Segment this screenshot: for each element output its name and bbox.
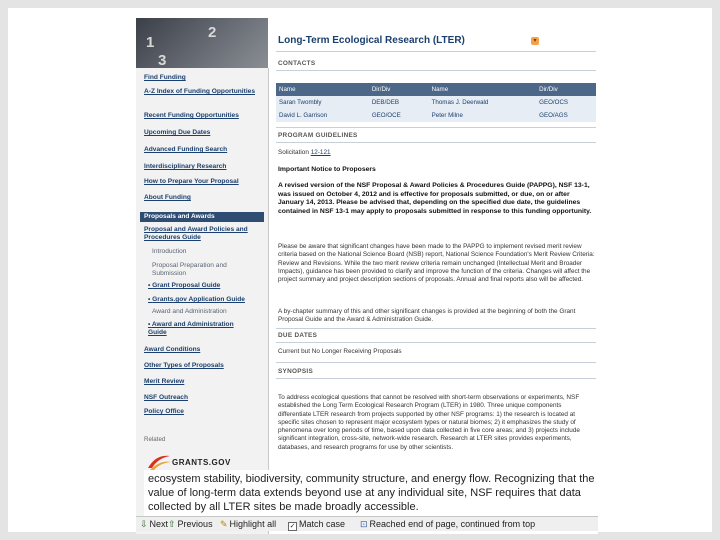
divider — [276, 142, 596, 143]
left-sidebar — [136, 68, 269, 534]
related-label: Related — [144, 436, 166, 443]
sidebar-item-pappg[interactable]: Proposal and Award Policies and Procedures Guide — [144, 226, 248, 241]
zoomed-caption-text: ecosystem stability, biodiversity, community structure, and energy flow. Recognizing that the value of long-term data extends beyond use at any individual site, NSF requires that data collected by all LTER sites be made broadly accessible. — [144, 470, 600, 520]
page-title: Long-Term Ecological Research (LTER) — [278, 35, 465, 46]
divider — [276, 328, 596, 329]
sidebar-item-find-funding[interactable]: Find Funding — [144, 74, 186, 81]
bullet-icon: • — [148, 321, 152, 328]
contacts-heading: CONTACTS — [278, 60, 316, 67]
synopsis-text: To address ecological questions that cannot be resolved with short-term observations or experiments, NSF established the Long Term Ecological Research Program (LTER) in 1980. Three unique components differentiate LTER research from projects supported by other NSF programs: 1) the research is located at specific sites chosen to represent major ecosystem types or natural biomes; 2) it emphasizes the study of phenomena over long periods of time, based upon data collected in five core areas; and 3) projects include significant integration, cross-site, network-wide research. Research at LTER sites provides experiments, databases, and research programs for use by other scientists. — [278, 394, 580, 451]
notice-bold-text: A revised version of the NSF Proposal & Award Policies & Procedures Guide (PAPPG), NSF 13-1, was issued on October 4, 2012 and is effective for proposals submitted, or due, on or after January 14, 2013. Please be advised that, depending on the specified due date, the guidelines contained in NSF 13-1 may apply to proposals submitted in response to this funding opportunity. — [278, 182, 592, 215]
sidebar-item-label: Grants.gov Application Guide — [152, 296, 245, 303]
banner-number: 2 — [208, 24, 217, 41]
sidebar-item-other-proposals[interactable]: Other Types of Proposals — [144, 362, 224, 369]
nsf-banner — [136, 18, 268, 68]
browser-screenshot — [136, 18, 598, 534]
contact-division[interactable]: GEO/AGS — [536, 109, 596, 122]
sidebar-item-interdisciplinary[interactable]: Interdisciplinary Research — [144, 163, 227, 170]
arrow-down-icon: ⇩ — [140, 519, 148, 529]
divider — [276, 127, 596, 128]
sidebar-item-merit-review[interactable]: Merit Review — [144, 378, 185, 385]
notice-paragraph: Please be aware that significant changes have been made to the PAPPG to implement revised merit review criteria based on the National Science Board (NSB) report, National Science Foundation's Merit Review Criteria: Review and Revisions. While the two merit review criteria remain unchanged (Intellectual Merit and Broader Impacts), guidance has been provided to clarify and improve the function of the criteria. Changes will affect the project summary and project description sections of proposals. Annual and final reports also will be affected. — [278, 243, 595, 284]
main-content — [274, 18, 598, 534]
summary-paragraph: A by-chapter summary of this and other significant changes is provided at the beginning of both the Grant Proposal Guide and the Award & Administration Guide. — [278, 308, 576, 324]
divider — [276, 70, 596, 71]
arrow-up-icon: ⇧ — [168, 519, 176, 529]
divider — [276, 342, 596, 343]
sidebar-item-award-admin[interactable]: Award and Administration — [152, 308, 227, 315]
contact-division[interactable]: GEO/OCS — [536, 96, 596, 109]
highlight-all-button[interactable] — [220, 517, 276, 531]
pdf-icon[interactable]: ▾ — [531, 37, 539, 45]
table-row — [276, 96, 596, 109]
find-bar — [136, 516, 598, 531]
grants-swoosh-icon — [146, 452, 172, 472]
table-row — [276, 109, 596, 122]
sidebar-item-label: Award and Administration Guide — [148, 321, 234, 336]
sidebar-item-proposal-prep[interactable]: Proposal Preparation and Submission — [152, 262, 227, 277]
wrap-info-icon: ⊡ — [360, 519, 368, 529]
table-header-row — [276, 83, 596, 96]
guidelines-heading: PROGRAM GUIDELINES — [278, 132, 358, 139]
solicitation-line — [278, 149, 596, 157]
banner-number: 1 — [146, 34, 155, 51]
contact-name[interactable]: Saran Twombly — [276, 96, 369, 109]
contact-division[interactable]: DEB/DEB — [369, 96, 429, 109]
due-dates-heading: DUE DATES — [278, 332, 318, 339]
sidebar-item-nsf-outreach[interactable]: NSF Outreach — [144, 394, 188, 401]
column-header: Name — [276, 83, 369, 96]
sidebar-item-gpg[interactable] — [148, 282, 268, 290]
grants-gov-logo[interactable] — [146, 452, 264, 472]
find-previous-label: Previous — [177, 519, 213, 529]
highlight-icon: ✎ — [220, 519, 228, 529]
find-status-text: Reached end of page, continued from top — [369, 519, 536, 529]
find-previous-button[interactable] — [168, 517, 213, 531]
divider — [276, 378, 596, 379]
find-status — [360, 517, 535, 531]
notice-heading: Important Notice to Proposers — [278, 166, 376, 173]
contacts-table — [276, 83, 596, 122]
sidebar-item-label: Grant Proposal Guide — [152, 282, 221, 289]
find-next-label: Next — [149, 519, 169, 529]
sidebar-item-prepare-proposal[interactable]: How to Prepare Your Proposal — [144, 178, 239, 185]
sidebar-item-advanced-search[interactable]: Advanced Funding Search — [144, 146, 228, 153]
sidebar-item-introduction[interactable]: Introduction — [152, 248, 187, 255]
contact-name[interactable]: David L. Garrison — [276, 109, 369, 122]
divider — [276, 51, 596, 52]
sidebar-item-grants-gov-guide[interactable] — [148, 296, 268, 304]
synopsis-heading: SYNOPSIS — [278, 368, 314, 375]
contact-name[interactable]: Thomas J. Deerwald — [429, 96, 537, 109]
sidebar-section-proposals[interactable]: Proposals and Awards — [140, 212, 264, 222]
contact-division[interactable]: GEO/OCE — [369, 109, 429, 122]
match-case-checkbox[interactable] — [288, 517, 345, 531]
checkbox-icon: ✓ — [289, 523, 296, 530]
banner-number: 3 — [158, 52, 167, 68]
find-next-button[interactable] — [140, 517, 168, 531]
contact-name[interactable]: Peter Milne — [429, 109, 537, 122]
grants-logo-text: GRANTS.GOV — [172, 458, 231, 467]
column-header: Name — [429, 83, 537, 96]
sidebar-item-due-dates[interactable]: Upcoming Due Dates — [144, 129, 211, 136]
sidebar-item-policy-office[interactable]: Policy Office — [144, 408, 184, 415]
sidebar-item-about-funding[interactable]: About Funding — [144, 194, 191, 201]
divider — [276, 362, 596, 363]
bullet-icon: • — [148, 282, 153, 289]
sidebar-item-az-index[interactable]: A-Z Index of Funding Opportunities — [144, 88, 255, 95]
sidebar-item-recent[interactable]: Recent Funding Opportunities — [144, 112, 239, 119]
due-dates-text: Current but No Longer Receiving Proposals — [278, 348, 402, 355]
column-header: Dir/Div — [536, 83, 596, 96]
bullet-icon: • — [148, 296, 153, 303]
solicitation-label: Solicitation — [278, 149, 309, 156]
solicitation-link[interactable]: 12-121 — [310, 149, 331, 156]
sidebar-item-aag[interactable] — [148, 321, 248, 337]
match-case-label: Match case — [299, 519, 346, 529]
sidebar-item-award-conditions[interactable]: Award Conditions — [144, 346, 201, 353]
column-header: Dir/Div — [369, 83, 429, 96]
highlight-all-label: Highlight all — [229, 519, 277, 529]
